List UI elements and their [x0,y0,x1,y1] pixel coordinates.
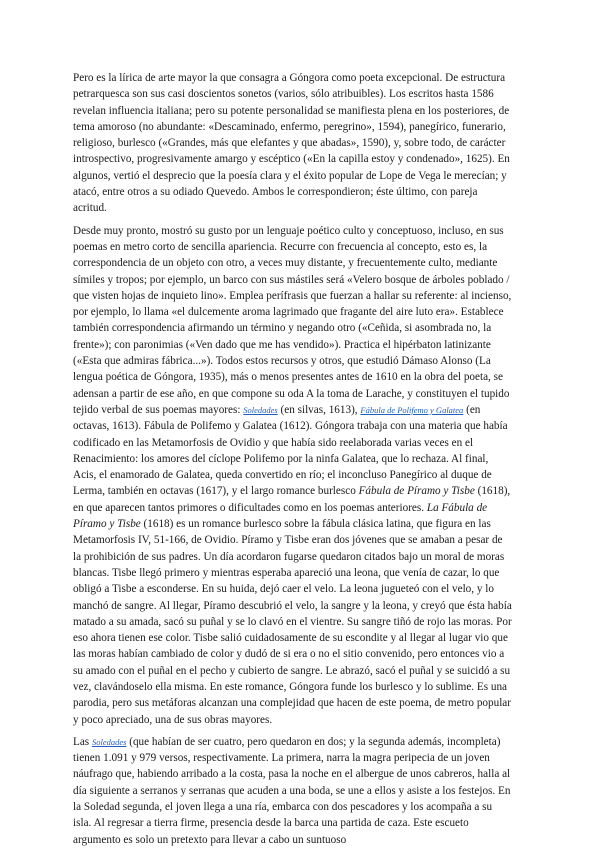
paragraph-text: (en octavas, 1613). Fábula de Polifemo y Galatea (1612). Góngora trabaja con una materia que había codificado en las Metamorfosis de Ovidio y que había sido reelaborada varias veces en el Renacimiento: los amores del cíclope Polifemo por la ninfa Galatea, que lo rechaza. Al final, Acis, el enamorado de Galatea, queda convertido en río; el inconcluso Panegírico al duque de Lerma, también en octavas (1617), y el largo romance burlesco [73,403,508,498]
italic-title: La Fábula de Píramo y Tisbe [73,501,488,531]
soledades-link[interactable]: Soledades [91,736,127,747]
paragraph-text: (1618) es un romance burlesco sobre la fábula clásica latina, que figura en las Metamorfosis IV, 51-166, de Ovidio. Píramo y Tisbe eran dos jóvenes que se amaban a pesar de la prohibición de sus padres. Un día acordaron fugarse quedaron citados bajo un moral de moras blancas. Tisbe llegó primero y mientras esperaba apareció una leona, que venía de cazar, lo que obligó a Tisbe a esconderse. En su huida, dejó caer el velo. La leona jugueteó con el velo, y lo manchó de sangre. Al llegar, Píramo descubrió el velo, la sangre y la leona, y creyó que ésta había matado a su amada, sacó su puñal y se lo clavó en el vientre. Su sangre tiñó de rojo las moras. Por eso ahora tienen ese color. Tisbe salió cuidadosamente de su escondite y al llegar al lugar vio que las moras habían cambiado de color y dudó de si era o no el sitio convenido, pero entonces vio a su amado con el puñal en el pecho y cubierto de sangre. Le abrazó, sacó el puñal y se suicidó a su vez, clavándoselo ella misma. En este romance, Góngora funde los burlesco y lo sublime. Es una parodia, pero sus metáforas alcanzan una complejidad que hacen de este poema, de metro popular y poco apreciado, una de sus obras mayores. [73,518,512,726]
paragraph-text: (que habían de ser cuatro, pero quedaron en dos; y la segunda además, incompleta) tienen 1.091 y 979 versos, respectivamente. La primera, narra la magra peripecia de un joven náufrago que, habiendo arribado a la costa, pasa la noche en el albergue de unos cabreros, halla al día siguiente a serranos y serranas que acuden a una boda, se une a ellos y asiste a los festejos. En la Soledad segunda, el joven llega a una ría, embarca con dos pescadores y los acompaña a su isla. Al regresar a tierra firme, presencia desde la barca una partida de caza. Este escueto argumento es solo un pretexto para llevar a cabo un suntuoso [73,735,511,846]
paragraph-text: Desde muy pronto, mostró su gusto por un lenguaje poético culto y conceptuoso, incluso, en sus poemas en metro corto de sencilla apariencia. Recurre con frecuencia al concepto, esto es, la correspondencia de un objeto con otro, a veces muy distante, y frecuentemente culto, mediante símiles y tropos; por ejemplo, un barco con sus mástiles será «Velero bosque de árboles poblado / que visten hojas de inquieto lino». Emplea perífrasis que fuerzan a hallar su referente: al incienso, por ejemplo, lo llama «el dulcemente aroma lagrimado que fragante del aire luto era». Establece también correspondencia afirmando un término y negando otro («Ceñida, si asombrada no, la frente»); con paronimias («Ven dado que me has vendido»). Practica el hipérbaton latinizante («Esta que admiras fábrica...»). Todos estos recursos y otros, que estudió Dámaso Alonso (La lengua poética de Góngora, 1935), más o menos presentes antes de 1610 en la obra del poeta, se adensan a partir de ese año, en que compone su oda A la toma de Larache, y constituyen el tupido tejido verbal de sus poemas mayores: [73,224,512,416]
italic-title: Fábula de Píramo y Tisbe [358,485,475,498]
polifemo-galatea-link[interactable]: Fábula de Polifemo y Galatea [360,404,464,415]
soledades-link[interactable]: Soledades [243,404,278,415]
paragraph-text: (1618), en que aparecen tantos primores o dificultades como en los poemas anteriores. [73,485,511,514]
paragraph-soledades [73,734,512,848]
paragraph-text: Pero es la lírica de arte mayor la que consagra a Góngora como poeta excepcional. De estructura petrarquesca son sus casi doscientos sonetos (varios, sólo atribuibles). Los escritos hasta 1586 revelan influencia italiana; pero su potente personalidad se manifiesta plena en los posteriores, de tema amoroso (no abundante: «Descaminado, enfermo, peregrino», 1594), panegírico, funerario, religioso, burlesco («Grandes, más que elefantes y que abadas», 1590), y, sobre todo, de carácter introspectivo, progresivamente amargo y escéptico («En la capilla estoy y condenado», 1625). En algunos, vertió el desprecio que la poesía clara y el éxito popular de Lope de Vega le merecían; y atacó, entre otros a su odiado Quevedo. Ambos le correspondieron; éste último, con pareja acritud. [73,72,510,215]
paragraph-sonetos [73,70,512,217]
paragraph-text: (en silvas, 1613), [277,403,361,416]
paragraph-text: Las [73,735,92,748]
paragraph-lenguaje-poetico [73,223,512,728]
